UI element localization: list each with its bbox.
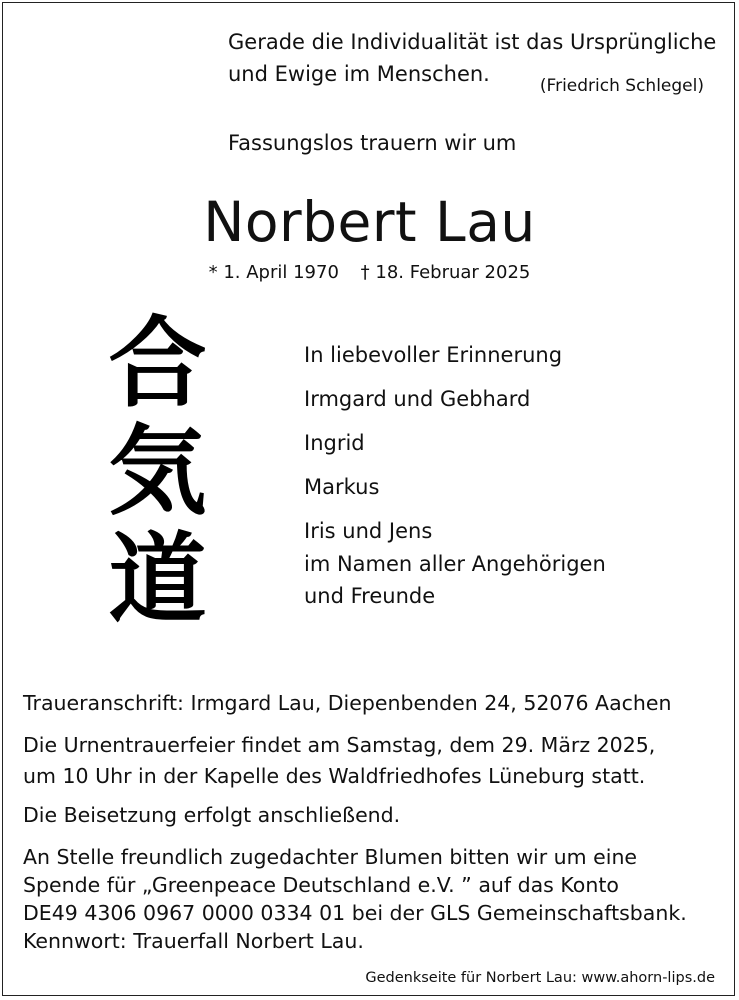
death-date: † 18. Februar 2025 (360, 262, 531, 283)
mourner-line: In liebevoller Erinnerung (304, 343, 563, 367)
mourner-line: Irmgard und Gebhard (304, 387, 531, 411)
aikido-calligraphy (100, 306, 215, 637)
mourner-line: Ingrid (304, 431, 365, 455)
deceased-name: Norbert Lau (203, 190, 536, 254)
ceremony-line-1: Die Urnentrauerfeier findet am Samstag, dem 29. März 2025, (23, 733, 656, 757)
ceremony-text (23, 730, 715, 792)
memorial-page-link[interactable]: Gedenkseite für Norbert Lau: www.ahorn-lips.de (365, 970, 715, 986)
kanji-do: 道 (108, 522, 207, 637)
quote-line-1: Gerade die Individualität ist das Ursprüngliche (228, 30, 717, 54)
birth-date: * 1. April 1970 (208, 262, 339, 283)
mourner-line: Iris und Jens (304, 519, 433, 543)
kanji-ai: 合 (108, 306, 207, 421)
kanji-ki: 気 (108, 414, 207, 529)
mourner-line: Markus (304, 475, 380, 499)
address-text: Traueranschrift: Irmgard Lau, Diepenbenden 24, 52076 Aachen (23, 691, 672, 715)
mourner-line: und Freunde (304, 584, 436, 608)
donation-line-3: DE49 4306 0967 0000 0334 01 bei der GLS Gemeinschaftsbank. (23, 901, 687, 925)
mourner-line: im Namen aller Angehörigen (304, 552, 606, 576)
ceremony-line-2: um 10 Uhr in der Kapelle des Waldfriedhofes Lüneburg statt. (23, 764, 646, 788)
life-dates (0, 262, 739, 283)
burial-text: Die Beisetzung erfolgt anschließend. (23, 803, 401, 827)
quote-line-2: und Ewige im Menschen. (228, 62, 490, 86)
donation-line-1: An Stelle freundlich zugedachter Blumen bitten wir um eine (23, 845, 638, 869)
quote-author: (Friedrich Schlegel) (539, 76, 704, 96)
intro-text: Fassungslos trauern wir um (228, 131, 517, 155)
donation-text (23, 842, 715, 957)
donation-line-4: Kennwort: Trauerfall Norbert Lau. (23, 929, 364, 953)
donation-line-2: Spende für „Greenpeace Deutschland e.V. ” auf das Konto (23, 873, 619, 897)
